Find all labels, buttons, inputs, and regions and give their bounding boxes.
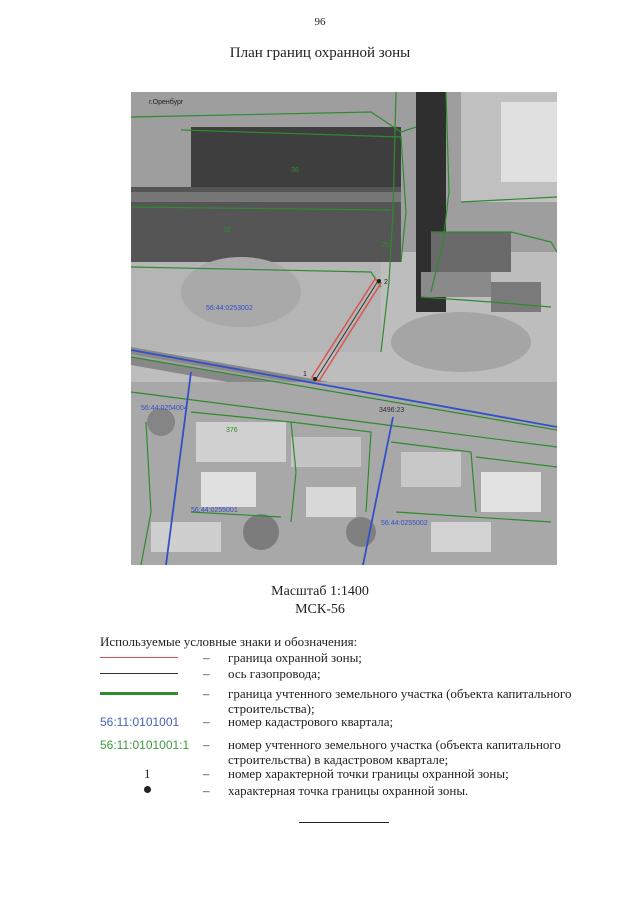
parcel-boundary-line-symbol (100, 692, 178, 695)
zone-point-label-1: 1 (303, 371, 307, 378)
legend-title: Используемые условные знаки и обозначения: (100, 634, 358, 649)
road-label: 3496:23 (379, 407, 405, 414)
scale-block (0, 583, 640, 619)
scale-label: Масштаб 1:1400 (271, 584, 369, 599)
point-number-sample: 1 (144, 766, 151, 781)
parcel-number-sample: 56:11:0101001:1 (100, 738, 190, 752)
gas-axis-line-symbol (100, 673, 178, 674)
map-canvas (131, 92, 557, 565)
quarter-label-1: 56:44:0253002 (206, 305, 253, 312)
parcel-label-3: 25 (381, 242, 389, 249)
document-title: План границ охранной зоны (229, 45, 411, 61)
city-label: г.Оренбург (149, 99, 184, 106)
page-number: 96 (314, 16, 326, 28)
parcel-label-2: 32 (223, 227, 231, 234)
zone-boundary-line-symbol (100, 657, 178, 658)
warehouse-roof (191, 127, 401, 197)
parcel-label-4: 376 (226, 427, 238, 434)
quarter-label-4: 56:44:0255002 (381, 520, 428, 527)
quarter-label-2: 56:44:0254004 (141, 405, 188, 412)
satellite-map[interactable] (131, 92, 557, 565)
point-dot-icon (144, 786, 151, 793)
parcel-label-1: 36 (291, 167, 299, 174)
bottom-rule (299, 822, 389, 823)
coordinate-system-label: МСК-56 (295, 602, 345, 617)
quarter-label-3: 56:44:0255001 (191, 507, 238, 514)
quarter-number-sample: 56:11:0101001 (100, 715, 180, 729)
zone-point-label-2: 2 (384, 279, 388, 286)
